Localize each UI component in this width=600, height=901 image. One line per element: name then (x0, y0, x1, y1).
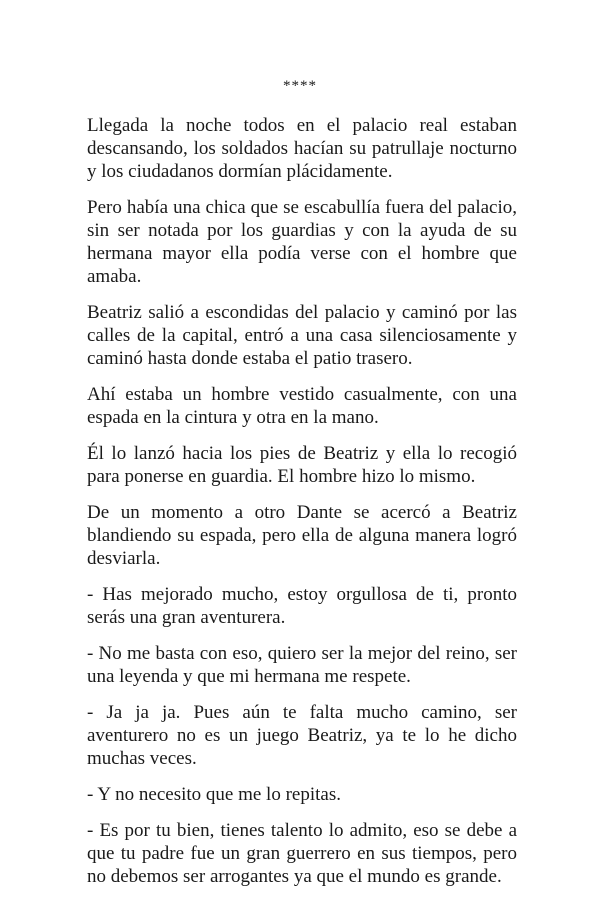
dialogue-line: - Es por tu bien, tienes talento lo admito, eso se debe a que tu padre fue un gran guerrero en sus tiempos, pero no debemos ser arrogantes ya que el mundo es grande. (87, 820, 517, 887)
paragraph: Él lo lanzó hacia los pies de Beatriz y ella lo recogió para ponerse en guardia. El hombre hizo lo mismo. (87, 443, 517, 487)
paragraph: De un momento a otro Dante se acercó a Beatriz blandiendo su espada, pero ella de alguna manera logró desviarla. (87, 502, 517, 569)
paragraph: Ahí estaba un hombre vestido casualmente, con una espada en la cintura y otra en la mano. (87, 384, 517, 428)
section-separator: **** (283, 78, 317, 94)
paragraph: Pero había una chica que se escabullía fuera del palacio, sin ser notada por los guardias y con la ayuda de su hermana mayor ella podía verse con el hombre que amaba. (87, 197, 517, 287)
paragraph: Beatriz salió a escondidas del palacio y caminó por las calles de la capital, entró a una casa silenciosamente y caminó hasta donde estaba el patio trasero. (87, 302, 517, 369)
dialogue-line: - Has mejorado mucho, estoy orgullosa de ti, pronto serás una gran aventurera. (87, 584, 517, 628)
dialogue-line: - Y no necesito que me lo repitas. (87, 784, 341, 805)
paragraph: Llegada la noche todos en el palacio real estaban descansando, los soldados hacían su patrullaje nocturno y los ciudadanos dormían plácidamente. (87, 115, 517, 182)
page-text (87, 114, 517, 901)
dialogue-line: - Ja ja ja. Pues aún te falta mucho camino, ser aventurero no es un juego Beatriz, ya te lo he dicho muchas veces. (87, 702, 517, 769)
dialogue-line: - No me basta con eso, quiero ser la mejor del reino, ser una leyenda y que mi hermana me respete. (87, 643, 517, 687)
